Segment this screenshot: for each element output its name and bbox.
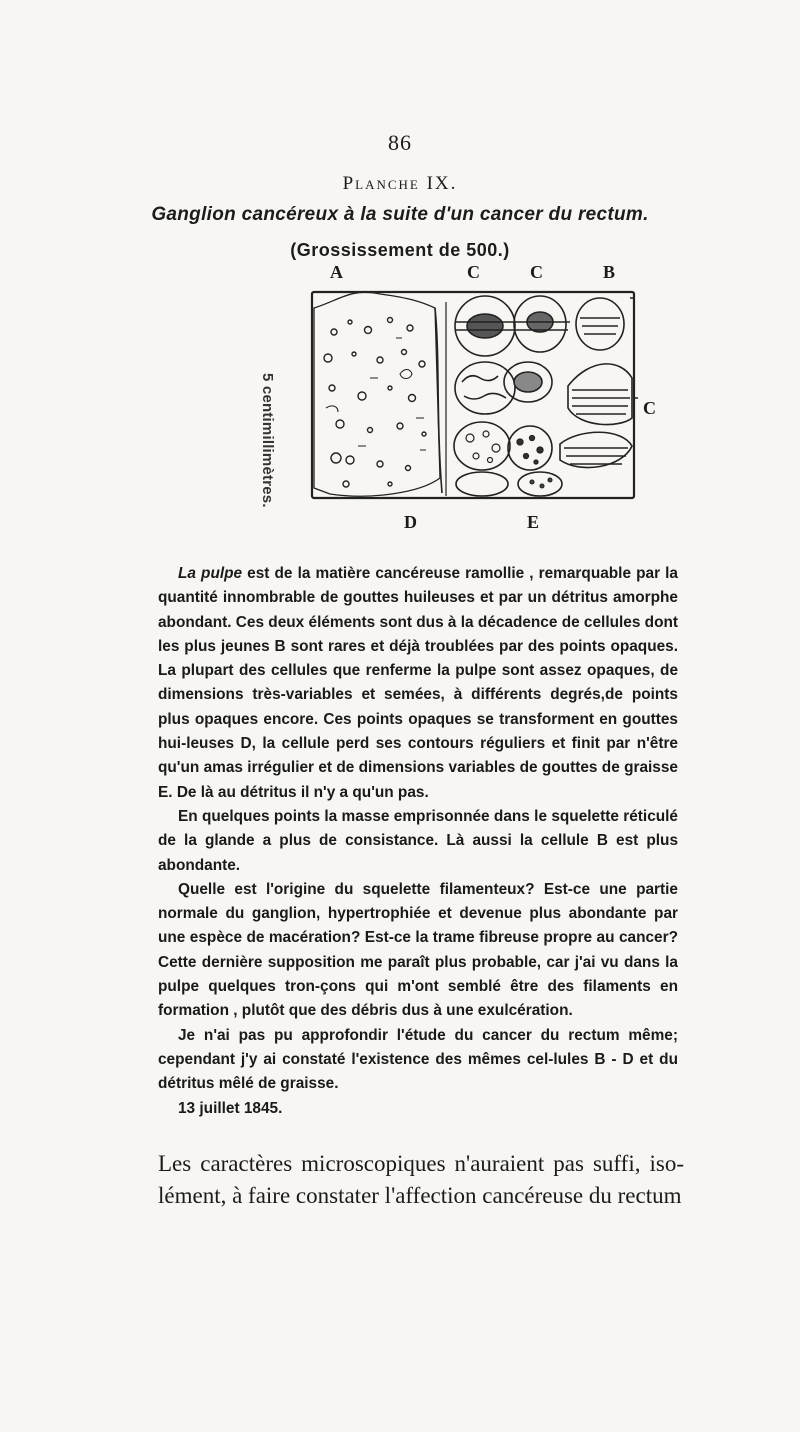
figure-letter-b: B (603, 262, 616, 282)
figure-letter-c1: C (467, 262, 480, 282)
body-text (158, 562, 678, 1121)
page-number: 86 (388, 130, 412, 155)
plate-subtitle: Ganglion cancéreux à la suite d'un cancer du rectum. (151, 204, 649, 225)
paragraph-2: En quelques points la masse emprisonnée dans le squelette réticulé de la glande a plus de consistance. Là aussi la cellule B est plus abondante. (158, 807, 678, 874)
paragraph-1-text: est de la matière cancéreuse ramollie , remarquable par la quantité innombrable de gouttes huileuses et par un détritus amorphe abondant. Ces deux éléments sont dus à la décadence de cellules dont les plus jeunes B sont rares et déjà troublées par des points opaques. La plupart des cellules que renferme la pulpe sont assez opaques, de dimensions très-variables et semées, à différents degrés,de points plus opaques encore. Ces points opaques se transforment en gouttes hui-leuses D, la cellule perd ses contours réguliers et finit par n'être qu'un amas irrégulier et de dimensions variables de gouttes de graisse E. De là au détritus il n'y a qu'un pas. (158, 565, 679, 801)
microscopy-plate-figure (250, 278, 670, 548)
figure-letter-d: D (404, 512, 417, 532)
scale-label: 5 centimillimètres. (259, 372, 276, 508)
figure-letter-a: A (330, 262, 343, 282)
plate-prefix: Planche (342, 173, 420, 194)
figure-letter-c-right: C (643, 398, 656, 418)
figure-letter-e: E (527, 512, 540, 532)
paragraph-1-lead: La pulpe (178, 565, 243, 582)
paragraph-3: Quelle est l'origine du squelette filamenteux? Est-ce une partie normale du ganglion, hypertrophiée et devenue plus abondante par une espèce de macération? Est-ce la trame fibreuse propre au cancer? Cette dernière supposition me paraît plus probable, car j'ai vu dans la pulpe quelques tron-çons qui m'ont semblé être des filaments en formation , plutôt que des débris dus à une exulcération. (158, 880, 678, 1020)
paragraph-4: Je n'ai pas pu approfondir l'étude du cancer du rectum même; cependant j'y ai constaté l'existence des mêmes cel-lules B - D et du détritus mêlé de graisse. (158, 1026, 678, 1093)
plate-number: IX. (426, 173, 458, 194)
magnification-note: (Grossissement de 500.) (290, 240, 510, 260)
plate-title (0, 173, 800, 195)
closing-paragraph: Les caractères microscopiques n'auraient pas suffi, iso-lément, à faire constater l'affection cancéreuse du rectum (158, 1151, 684, 1208)
paragraph-1 (158, 562, 678, 805)
date-line: 13 juillet 1845. (178, 1099, 283, 1117)
figure-letter-c2: C (530, 262, 543, 282)
